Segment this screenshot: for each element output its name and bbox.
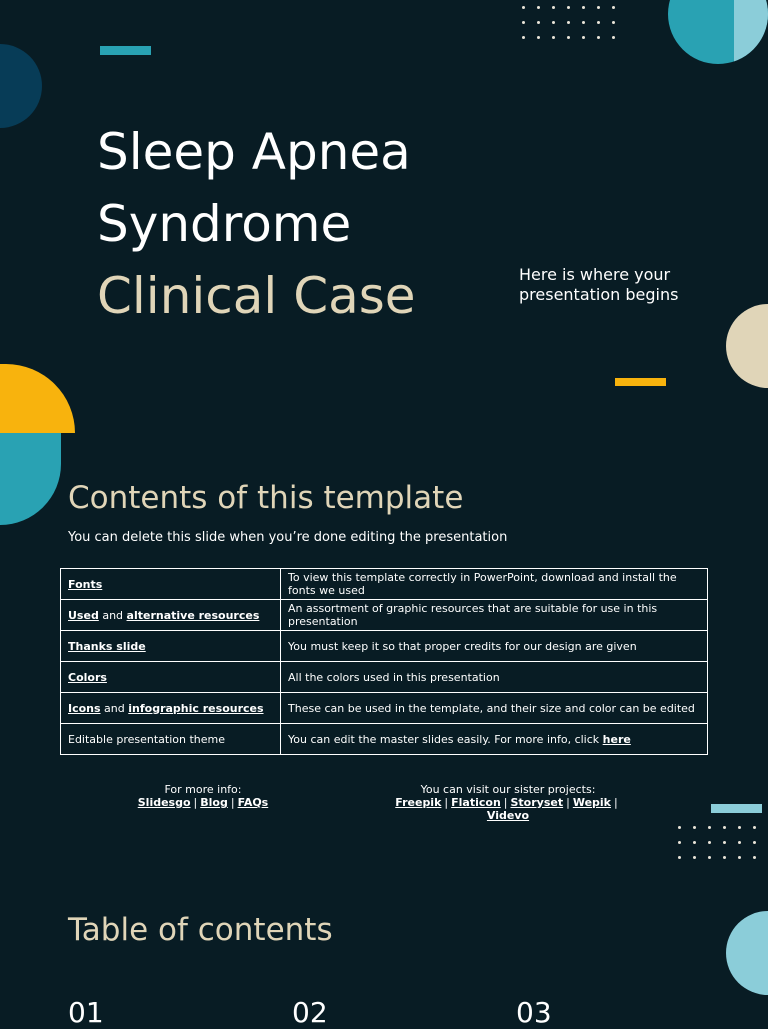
sister-projects-links-line2 (388, 809, 628, 822)
light-teal-half-circle-bottom-right (726, 911, 768, 995)
table-row (61, 724, 708, 755)
infographic-resources-link[interactable]: infographic resources (128, 701, 264, 715)
dot-grid-top (522, 6, 615, 39)
table-row (61, 569, 708, 600)
table-cell: To view this template correctly in PowerPoint, download and install the fonts we used (281, 569, 708, 600)
table-row (61, 662, 708, 693)
yellow-bar (615, 378, 666, 386)
used-link[interactable]: Used (68, 608, 99, 622)
separator: | (193, 796, 198, 809)
yellow-quarter-circle-left (0, 364, 75, 433)
thanks-slide-link[interactable]: Thanks slide (68, 639, 146, 653)
more-info-label: For more info: (164, 783, 242, 796)
table-cell (61, 569, 281, 600)
toc-title: Table of contents (68, 912, 333, 948)
hero-title-line-3: Clinical Case (97, 267, 416, 325)
light-teal-bar-right (711, 804, 762, 813)
table-cell (61, 693, 281, 724)
colors-link[interactable]: Colors (68, 670, 107, 684)
teal-half-circle-left (0, 433, 61, 525)
toc-number-01: 01 (68, 996, 104, 1029)
toc-number-03: 03 (516, 996, 552, 1029)
dot-grid-right (678, 826, 768, 859)
teal-bar-top (100, 46, 151, 55)
more-info-block (118, 783, 288, 809)
more-info-links (118, 796, 288, 809)
table-cell: All the colors used in this presentation (281, 662, 708, 693)
storyset-link[interactable]: Storyset (510, 796, 564, 809)
fonts-link[interactable]: Fonts (68, 577, 103, 591)
hero-title-line-2: Syndrome (97, 195, 352, 253)
freepik-link[interactable]: Freepik (395, 796, 442, 809)
cream-half-circle-right (726, 304, 768, 388)
hero-subtitle: Here is where your presentation begins (519, 265, 679, 304)
table-row (61, 693, 708, 724)
resources-table (60, 568, 708, 755)
flaticon-link[interactable]: Flaticon (451, 796, 501, 809)
navy-half-circle-top-left (0, 44, 42, 128)
faqs-link[interactable]: FAQs (237, 796, 269, 809)
table-cell: Editable presentation theme (61, 724, 281, 755)
slidesgo-link[interactable]: Slidesgo (137, 796, 191, 809)
table-cell (61, 631, 281, 662)
and-text: and (100, 701, 129, 715)
wepik-link[interactable]: Wepik (572, 796, 611, 809)
and-text: and (98, 608, 127, 622)
contents-title: Contents of this template (68, 480, 464, 516)
table-cell (61, 600, 281, 631)
table-cell (281, 724, 708, 755)
toc-number-02: 02 (292, 996, 328, 1029)
table-cell: An assortment of graphic resources that are suitable for use in this presentation (281, 600, 708, 631)
table-cell: These can be used in the template, and their size and color can be edited (281, 693, 708, 724)
icons-link[interactable]: Icons (68, 701, 101, 715)
here-link[interactable]: here (602, 732, 631, 746)
edit-master-text: You can edit the master slides easily. For more info, click (288, 732, 603, 746)
contents-description: You can delete this slide when you’re done editing the presentation (68, 530, 508, 545)
separator: | (230, 796, 235, 809)
quarter-circle-top-right (668, 0, 768, 64)
separator: | (444, 796, 449, 809)
hero-title-line-1: Sleep Apnea (97, 123, 411, 181)
blog-link[interactable]: Blog (200, 796, 228, 809)
table-cell (61, 662, 281, 693)
sister-projects-label: You can visit our sister projects: (420, 783, 596, 796)
table-cell: You must keep it so that proper credits for our design are given (281, 631, 708, 662)
table-row (61, 600, 708, 631)
separator: | (614, 796, 618, 809)
videvo-link[interactable]: Videvo (486, 809, 530, 822)
sister-projects-block (388, 783, 628, 822)
table-row (61, 631, 708, 662)
hero-title (97, 116, 416, 332)
separator: | (503, 796, 508, 809)
sister-projects-links (388, 796, 628, 809)
separator: | (566, 796, 570, 809)
alternative-resources-link[interactable]: alternative resources (126, 608, 260, 622)
